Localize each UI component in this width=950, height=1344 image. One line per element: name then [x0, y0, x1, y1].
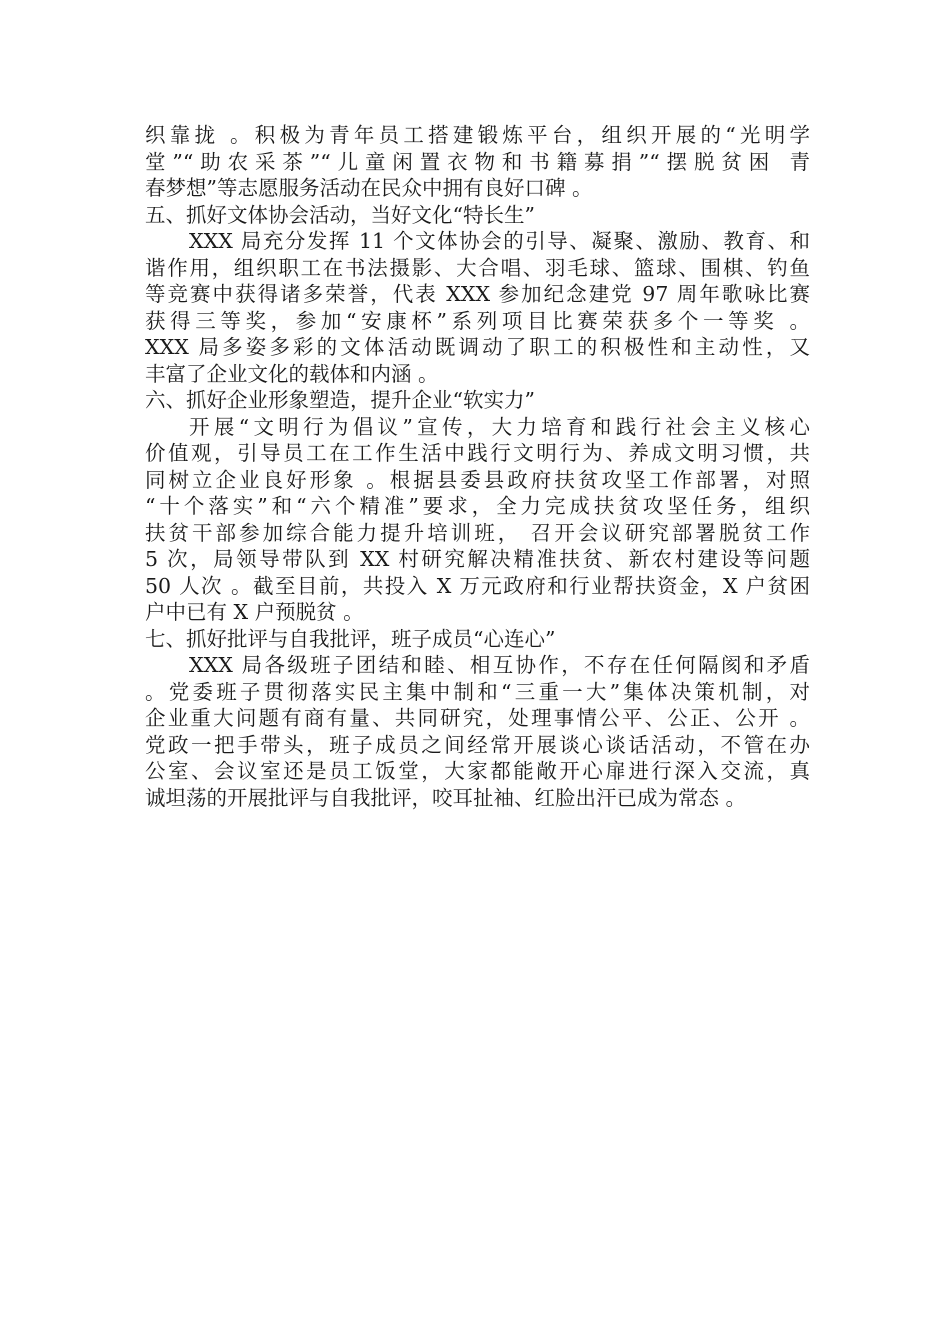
text-line: 价值观，引导员工在工作生活中践行文明行为、养成文明习惯，共	[145, 441, 810, 465]
text-line: 诚坦荡的开展批评与自我批评，咬耳扯袖、红脸出汗已成为常态 。	[145, 785, 747, 810]
text-line: 开展“文明行为倡议”宣传，大力培育和践行社会主义核心	[189, 414, 810, 439]
document-page	[145, 122, 810, 811]
text-line: 同树立企业良好形象 。根据县委县政府扶贫攻坚工作部署，对照	[145, 467, 810, 492]
text-line: 公室、会议室还是员工饭堂，大家都能敞开心扉进行深入交流，真	[145, 759, 810, 783]
text-line: XXX 局充分发挥 11 个文体协会的引导、凝聚、激励、教育、和	[189, 229, 810, 253]
text-line: “十个落实”和“六个精准”要求，全力完成扶贫攻坚任务，组织	[145, 494, 810, 518]
text-line: XXX 局各级班子团结和睦、相互协作，不存在任何隔阂和矛盾	[189, 653, 810, 677]
text-line: 户中已有 X 户预脱贫 。	[145, 600, 364, 624]
text-line: XXX 局多姿多彩的文体活动既调动了职工的积极性和主动性，又	[145, 335, 810, 359]
paragraph-culture-associations	[145, 228, 810, 387]
text-line: 。党委班子贯彻落实民主集中制和“三重一大”集体决策机制，对	[145, 679, 810, 704]
text-line: 扶贫干部参加综合能力提升培训班， 召开会议研究部署脱贫工作	[145, 520, 810, 545]
paragraph-criticism	[145, 652, 810, 811]
text-line: 织靠拢 。积极为青年员工搭建锻炼平台，组织开展的“光明学	[145, 123, 810, 147]
text-line: 春梦想”等志愿服务活动在民众中拥有良好口碑 。	[145, 176, 593, 200]
text-line: 堂”“助农采茶”“儿童闲置衣物和书籍募捐”“摆脱贫困 青	[145, 149, 810, 174]
text-line: 等竞赛中获得诸多荣誉，代表 XXX 参加纪念建党 97 周年歌咏比赛	[145, 282, 810, 306]
section-heading-5: 五、抓好文体协会活动，当好文化“特长生”	[145, 202, 535, 227]
paragraph-volunteer	[145, 122, 810, 202]
text-line: 丰富了企业文化的载体和内涵 。	[145, 361, 439, 386]
text-line: 企业重大问题有商有量、共同研究，处理事情公平、公正、公开 。	[145, 706, 810, 730]
paragraph-corporate-image	[145, 414, 810, 626]
text-line: 党政一把手带头，班子成员之间经常开展谈心谈话活动，不管在办	[145, 732, 810, 757]
section-heading-7: 七、抓好批评与自我批评，班子成员“心连心”	[145, 626, 556, 651]
section-heading-6: 六、抓好企业形象塑造，提升企业“软实力”	[145, 388, 535, 412]
text-line: 谐作用，组织职工在书法摄影、大合唱、羽毛球、篮球、围棋、钓鱼	[145, 255, 810, 280]
text-line: 获得三等奖，参加“安康杯”系列项目比赛荣获多个一等奖 。	[145, 308, 810, 333]
text-line: 5 次，局领导带队到 XX 村研究解决精准扶贫、新农村建设等问题	[145, 547, 810, 571]
text-line: 50 人次 。截至目前，共投入 X 万元政府和行业帮扶资金，X 户贫困	[145, 573, 810, 598]
